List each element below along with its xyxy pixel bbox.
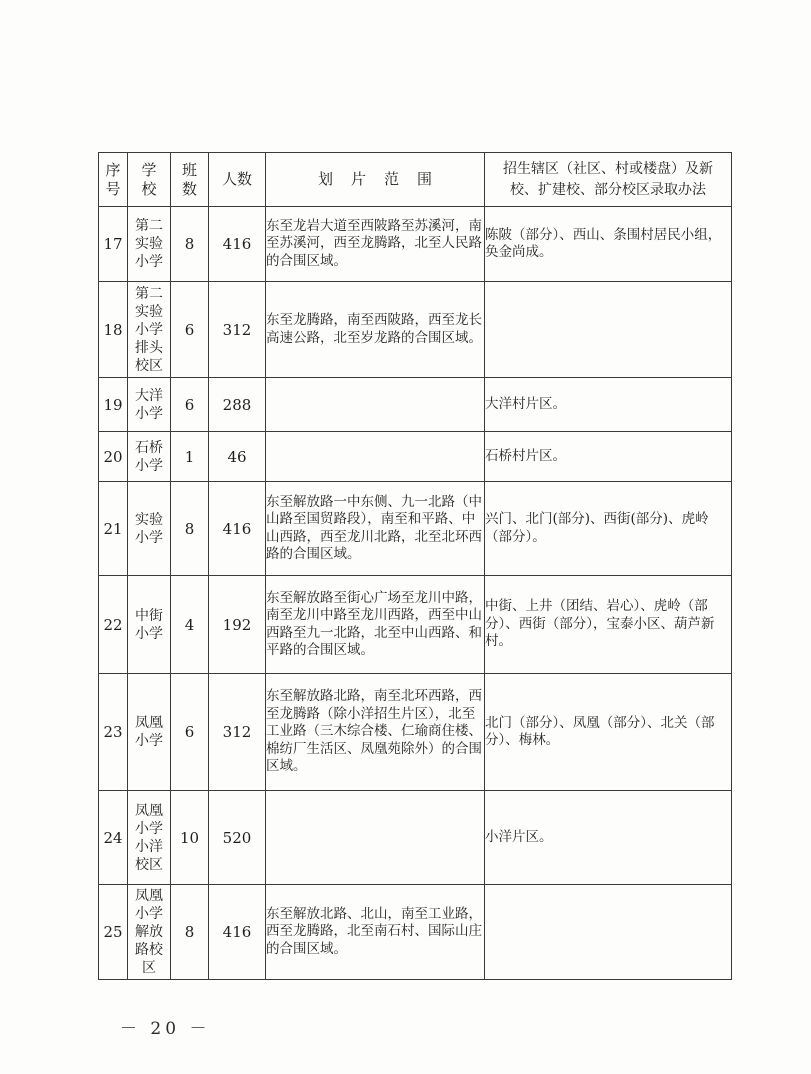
table-row: [99, 432, 732, 482]
cell-school: 凤凰小学: [128, 674, 171, 791]
cell-zone: [485, 282, 732, 378]
cell-students: 520: [209, 791, 266, 885]
table-row: [99, 378, 732, 432]
cell-zone: 北门（部分）、凤凰（部分）、北关（部分）、梅林。: [485, 674, 732, 791]
cell-zone: 兴门、北门(部分)、西街(部分)、虎岭（部分）。: [485, 482, 732, 576]
cell-no: 20: [99, 432, 128, 482]
header-zone: 招生辖区（社区、村或楼盘）及新校、扩建校、部分校区录取办法: [485, 153, 732, 207]
cell-classes: 6: [171, 674, 209, 791]
cell-students: 288: [209, 378, 266, 432]
cell-zone: 石桥村片区。: [485, 432, 732, 482]
cell-students: 312: [209, 674, 266, 791]
cell-range: 东至解放路北路，南至北环西路，西至龙腾路（除小洋招生片区），北至工业路（三木综合楼、仁瑜商住楼、棉纺厂生活区、凤凰苑除外）的合围区域。: [266, 674, 485, 791]
cell-classes: 4: [171, 576, 209, 674]
table-row: [99, 576, 732, 674]
cell-students: 416: [209, 482, 266, 576]
cell-no: 18: [99, 282, 128, 378]
header-classes: 班数: [171, 153, 209, 207]
cell-no: 22: [99, 576, 128, 674]
cell-school: 凤凰小学解放路校区: [128, 885, 171, 980]
cell-zone: 陈陂（部分）、西山、条围村居民小组，奂金尚成。: [485, 207, 732, 282]
cell-school: 大洋小学: [128, 378, 171, 432]
cell-classes: 10: [171, 791, 209, 885]
cell-students: 192: [209, 576, 266, 674]
table-row: [99, 791, 732, 885]
cell-range: [266, 432, 485, 482]
cell-no: 25: [99, 885, 128, 980]
header-school: 学校: [128, 153, 171, 207]
school-zoning-table: [98, 152, 732, 980]
cell-students: 416: [209, 207, 266, 282]
cell-zone: 大洋村片区。: [485, 378, 732, 432]
cell-school: 实验小学: [128, 482, 171, 576]
cell-classes: 8: [171, 482, 209, 576]
cell-range: 东至解放北路、北山，南至工业路，西至龙腾路，北至南石村、国际山庄的合围区域。: [266, 885, 485, 980]
table-row: [99, 885, 732, 980]
cell-no: 24: [99, 791, 128, 885]
header-range: 划片范围: [266, 153, 485, 207]
cell-students: 416: [209, 885, 266, 980]
cell-school: 凤凰小学小洋校区: [128, 791, 171, 885]
table-header-row: [99, 153, 732, 207]
cell-zone: 小洋片区。: [485, 791, 732, 885]
cell-zone: 中街、上井（团结、岩心）、虎岭（部分）、西街（部分），宝泰小区、葫芦新村。: [485, 576, 732, 674]
cell-no: 23: [99, 674, 128, 791]
table-row: [99, 207, 732, 282]
cell-range: [266, 378, 485, 432]
cell-school: 中街小学: [128, 576, 171, 674]
cell-no: 21: [99, 482, 128, 576]
cell-range: 东至龙岩大道至西陂路至苏溪河，南至苏溪河，西至龙腾路，北至人民路的合围区域。: [266, 207, 485, 282]
cell-range: 东至解放路一中东侧、九一北路（中山路至国贸路段），南至和平路、中山西路，西至龙川北路，北至北环西路的合围区域。: [266, 482, 485, 576]
cell-classes: 8: [171, 207, 209, 282]
cell-classes: 6: [171, 378, 209, 432]
table-row: [99, 482, 732, 576]
cell-range: 东至解放路至街心广场至龙川中路，南至龙川中路至龙川西路，西至中山西路至九一北路，北至中山西路、和平路的合围区域。: [266, 576, 485, 674]
cell-classes: 1: [171, 432, 209, 482]
cell-school: 石桥小学: [128, 432, 171, 482]
cell-classes: 6: [171, 282, 209, 378]
cell-students: 312: [209, 282, 266, 378]
table-row: [99, 282, 732, 378]
cell-no: 17: [99, 207, 128, 282]
cell-range: [266, 791, 485, 885]
cell-school: 第二实验小学: [128, 207, 171, 282]
table-row: [99, 674, 732, 791]
cell-students: 46: [209, 432, 266, 482]
cell-no: 19: [99, 378, 128, 432]
header-no: 序号: [99, 153, 128, 207]
cell-classes: 8: [171, 885, 209, 980]
cell-zone: [485, 885, 732, 980]
cell-school: 第二实验小学排头校区: [128, 282, 171, 378]
cell-range: 东至龙腾路，南至西陂路，西至龙长高速公路，北至岁龙路的合围区域。: [266, 282, 485, 378]
header-students: 人数: [209, 153, 266, 207]
page-number: － 20 －: [120, 1019, 211, 1039]
